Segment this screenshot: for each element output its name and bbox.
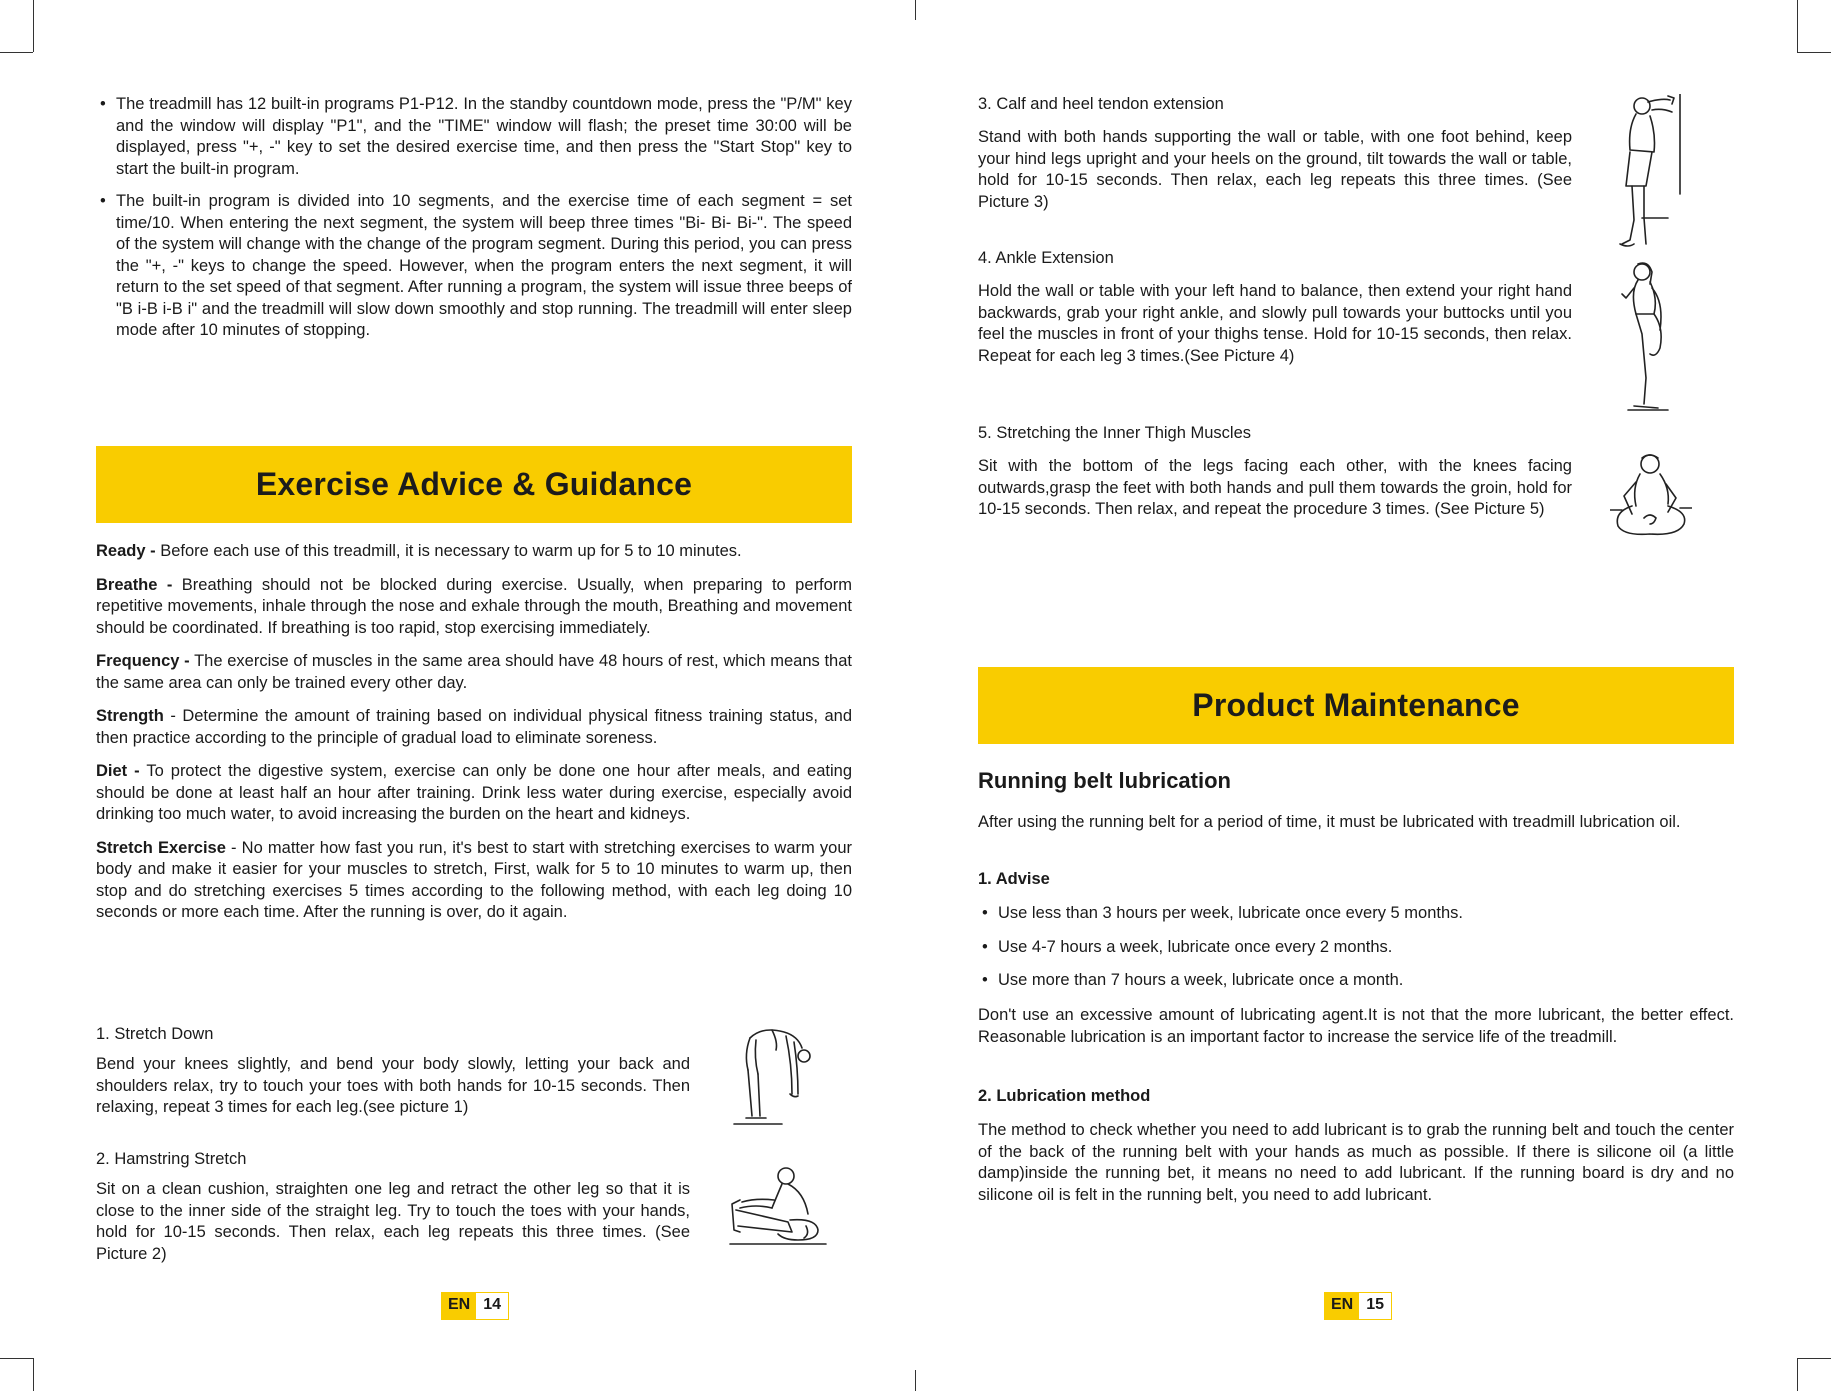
picture-5-inner-thigh-stretch [1610,452,1692,544]
lubricant-note: Don't use an excessive amount of lubricating agent.It is not that the more lubricant, the better effect. Reasonable lubrication is an important factor to increase the service life of the treadmill. [978,1006,1734,1046]
page-lang: EN [1325,1293,1359,1319]
crop-mark [1797,52,1831,53]
program-bullets [96,94,852,342]
right-page [978,0,1734,1391]
maintenance-banner [978,667,1734,744]
advise-item: • Use more than 7 hours a week, lubricate once a month. [978,970,1734,992]
page-lang: EN [442,1293,476,1319]
crop-mark [1797,1358,1831,1359]
stretch-title: 1. Stretch Down [96,1025,214,1043]
left-page [96,0,852,1391]
page-number: 14 [476,1293,508,1319]
advice-diet: Diet - To protect the digestive system, exercise can only be done one hour after meals, and eating should be done at least half an hour after training. Drink less water during exercise, especially avoid drinking too much water, to avoid increasing the burden on the heart and kidneys. [96,762,852,823]
crop-mark [33,0,34,52]
advice-frequency: Frequency - The exercise of muscles in the same area should have 48 hours of rest, which means that the same area can only be trained every other day. [96,652,852,692]
section-title: Running belt lubrication [978,768,1231,793]
method-text: The method to check whether you need to add lubricant is to grab the running belt and touch the center of the back of the running belt with your hands as much as possible. If there is silicone oil (a little damp)inside the running bet, it means no need to add lubricant. If the running board is dry and no silicone oil is felt in the running belt, you need to add lubricant. [978,1121,1734,1204]
advise-item: • Use 4-7 hours a week, lubricate once every 2 months. [978,937,1734,959]
exercise-banner [96,446,852,523]
stretch-title: 3. Calf and heel tendon extension [978,95,1224,113]
stretch-text: Sit on a clean cushion, straighten one leg and retract the other leg so that it is close to the inner side of the straight leg. Try to touch the toes with your hands, hold for 10-15 seconds. Then relax, each leg repeats this three times. (See Picture 2) [96,1180,690,1263]
picture-4-ankle-extension [1620,258,1680,414]
banner-title: Exercise Advice & Guidance [255,466,693,502]
crop-mark [915,0,916,20]
stretch-5 [978,423,1572,521]
advice-breathe: Breathe - Breathing should not be blocked during exercise. Usually, when preparing to perform repetitive movements, inhale through the nose and exhale through the mouth, Breathing and movement should be coordinated. If breathing is too rapid, stop exercising immediately. [96,575,852,637]
stretch-4 [978,248,1572,367]
stretch-title: 5. Stretching the Inner Thigh Muscles [978,424,1252,442]
stretch-title: 4. Ankle Extension [978,249,1114,267]
advise-list [978,903,1734,992]
picture-1-stretch-down [732,1024,814,1128]
stretch-2 [96,1149,690,1265]
crop-mark [0,52,33,53]
stretch-title: 2. Hamstring Stretch [96,1150,247,1168]
bullet-item: • The built-in program is divided into 10 segments, and the exercise time of each segment = set time/10. When entering the next segment, the system will beep three times "Bi- Bi- Bi-". The speed of the system will change with the change of the program segment. During this period, you can press the "+, -" keys to change the speed. However, when the program enters the next segment, it will return to the set speed of that segment. After running a program, the system will issue three beeps of "B i-B i-B i" and the treadmill will slow down smoothly and stop running. The treadmill will enter sleep mode after 10 minutes of stopping. [96,191,852,342]
stretch-3 [978,94,1572,213]
crop-mark [1797,1358,1798,1391]
picture-2-hamstring-stretch [726,1164,832,1250]
advise-item: • Use less than 3 hours per week, lubricate once every 5 months. [978,903,1734,925]
page-number: 15 [1359,1293,1391,1319]
crop-mark [0,1358,33,1359]
advice-stretch-exercise: Stretch Exercise - No matter how fast you run, it's best to start with stretching exercises to warm your body and make it easier for your muscles to stretch, First, walk for 5 to 10 minutes to warm up, then stop and do stretching exercises 5 times according to the following method, with each leg doing 10 seconds or more each time. After the running is over, do it again. [96,838,853,921]
bullet-item: • The treadmill has 12 built-in programs P1-P12. In the standby countdown mode, press the "P/M" key and the window will display "P1", and the "TIME" window will flash; the preset time 30:00 will be displayed, press "+, -" key to set the desired exercise time, and then press the "Start Stop" key to start the built-in program. [96,94,852,180]
advice-ready: Ready - Before each use of this treadmill, it is necessary to warm up for 5 to 10 minutes. [96,542,742,560]
stretch-text: Stand with both hands supporting the wall or table, with one foot behind, keep your hind legs upright and your heels on the ground, tilt towards the wall or table, hold for 10-15 seconds. Then relax, each leg repeats this three times. (See Picture 3) [978,128,1572,211]
advise-title: 1. Advise [978,870,1050,888]
stretch-text: Sit with the bottom of the legs facing each other, with the knees facing outwards,grasp the feet with both hands and pull them towards the groin, hold for 10-15 seconds. Then relax, and repeat the procedure 3 times. (See Picture 5) [978,457,1572,518]
intro-text: After using the running belt for a period of time, it must be lubricated with treadmill lubrication oil. [978,813,1681,831]
crop-mark [33,1358,34,1391]
stretch-text: Bend your knees slightly, and bend your body slowly, letting your back and shoulders relax, try to touch your toes with both hands for 10-15 seconds. Then relaxing, repeat 3 times for each leg.(see picture 1) [96,1055,690,1116]
stretch-1 [96,1024,690,1119]
crop-mark [1797,0,1798,52]
page-number-badge [1324,1292,1392,1320]
page-number-badge [441,1292,509,1320]
banner-title: Product Maintenance [1192,687,1520,723]
method-title: 2. Lubrication method [978,1087,1151,1105]
advice-list [96,541,852,936]
stretch-text: Hold the wall or table with your left hand to balance, then extend your right hand backwards, grab your right ankle, and slowly pull towards your buttocks until you feel the muscles in front of your thighs tense. Hold for 10-15 seconds, then relax. Repeat for each leg 3 times.(See Picture 4) [978,282,1572,365]
crop-mark [915,1370,916,1391]
picture-3-calf-extension [1618,94,1688,252]
advice-strength: Strength - Determine the amount of training based on individual physical fitness training status, and then practice according to the principle of gradual load to eliminate soreness. [96,707,852,747]
